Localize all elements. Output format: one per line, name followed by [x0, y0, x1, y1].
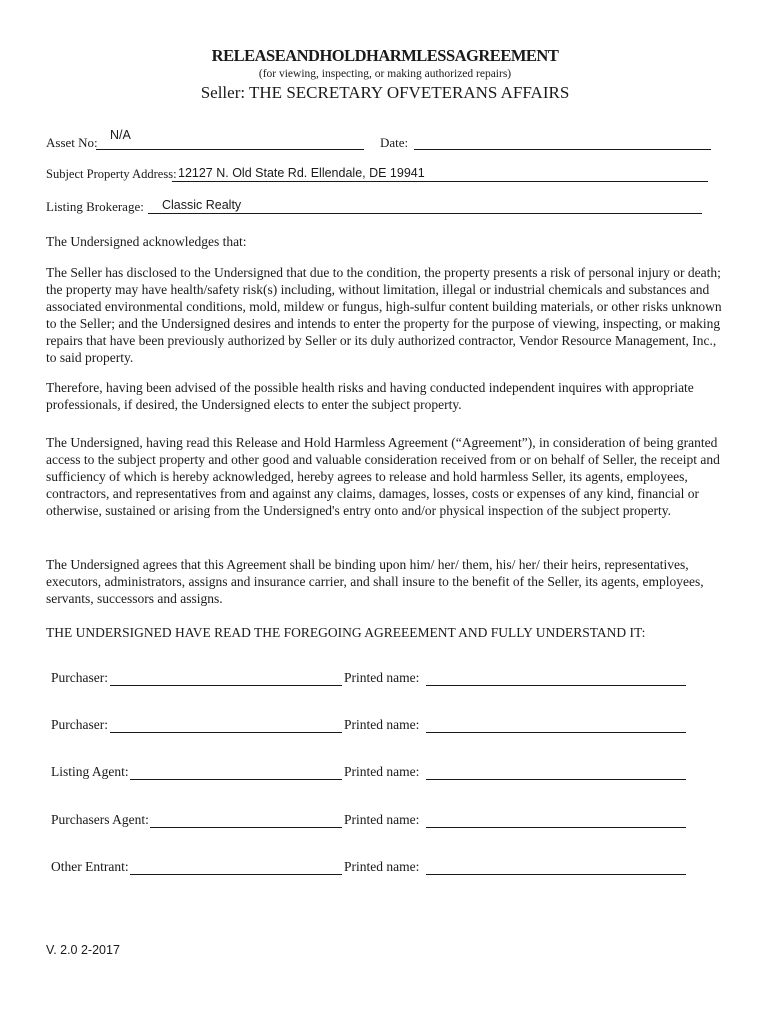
- date-label: Date:: [380, 135, 409, 150]
- seller-line: Seller: THE SECRETARY OFVETERANS AFFAIRS: [200, 83, 570, 102]
- listing-agent-signature-line[interactable]: [130, 779, 342, 780]
- brokerage-field[interactable]: Classic Realty: [162, 198, 242, 212]
- address-line: [172, 181, 708, 182]
- health-risks-paragraph: Therefore, having been advised of the possible health risks and having conducted independent inquires with appropriate professionals, if desired, the Undersigned elects to enter the subject property.: [46, 380, 694, 412]
- printed-name-label: Printed name:: [344, 859, 420, 874]
- binding-paragraph: The Undersigned agrees that this Agreement shall be binding upon him/ her/ them, his/ her/ their heirs, representatives, executors, administrators, assigns and insurance carrier, and shall insure to the benefit of the Seller, its agents, employees, servants, successors and assigns.: [46, 557, 704, 606]
- purchasers-agent-label: Purchasers Agent:: [51, 812, 149, 827]
- purchaser-1-label: Purchaser:: [51, 670, 108, 685]
- printed-name-label: Printed name:: [344, 670, 420, 685]
- address-field[interactable]: 12127 N. Old State Rd. Ellendale, DE 19941: [178, 166, 425, 180]
- acknowledges-text: The Undersigned acknowledges that:: [46, 234, 247, 249]
- version-footer: V. 2.0 2-2017: [46, 943, 120, 957]
- release-paragraph: The Undersigned, having read this Release and Hold Harmless Agreement (“Agreement”), in consideration of being granted access to the subject property and other good and valuable consideration received from or on behalf of Seller, the receipt and sufficiency of which is hereby acknowledged, hereby agrees to release and hold harmless Seller, its agents, employees, contractors, and representatives from and against any claims, damages, losses, costs or expenses of any kind, financial or otherwise, sustained or arising from the Undersigned's entry onto and/or physical inspection of the subject property.: [46, 435, 720, 518]
- purchaser-1-signature-line[interactable]: [110, 685, 342, 686]
- purchaser-2-printed-name-line[interactable]: [426, 732, 686, 733]
- printed-name-label: Printed name:: [344, 717, 420, 732]
- purchasers-agent-signature-line[interactable]: [150, 827, 342, 828]
- purchaser-2-label: Purchaser:: [51, 717, 108, 732]
- other-entrant-label: Other Entrant:: [51, 859, 129, 874]
- address-label: Subject Property Address:: [46, 167, 177, 181]
- brokerage-label: Listing Brokerage:: [46, 199, 144, 214]
- listing-agent-printed-name-line[interactable]: [426, 779, 686, 780]
- document-title: RELEASEANDHOLDHARMLESSAGREEMENT: [211, 46, 559, 65]
- other-entrant-printed-name-line[interactable]: [426, 874, 686, 875]
- asset-no-field[interactable]: N/A: [110, 128, 131, 142]
- printed-name-label: Printed name:: [344, 764, 420, 779]
- date-line: [414, 149, 711, 150]
- printed-name-label: Printed name:: [344, 812, 420, 827]
- purchasers-agent-printed-name-line[interactable]: [426, 827, 686, 828]
- acknowledgement-statement: THE UNDERSIGNED HAVE READ THE FOREGOING AGREEEMENT AND FULLY UNDERSTAND IT:: [46, 625, 646, 640]
- listing-agent-label: Listing Agent:: [51, 764, 129, 779]
- asset-no-label: Asset No:: [46, 135, 98, 150]
- other-entrant-signature-line[interactable]: [130, 874, 342, 875]
- disclosure-paragraph: The Seller has disclosed to the Undersigned that due to the condition, the property presents a risk of personal injury or death; the property may have health/safety risk(s) including, without limitation, illegal or industrial chemicals and substances and associated environmental conditions, mold, mildew or fungus, high-sulfur content building materials, or other risks unknown to the Seller; and the Undersigned desires and intends to enter the property for the purpose of viewing, inspecting, or making repairs that have been previously authorized by Seller or its duly authorized contractor, Vendor Resource Management, Inc., to said property.: [46, 265, 722, 365]
- asset-no-line: [96, 149, 364, 150]
- document-subtitle: (for viewing, inspecting, or making authorized repairs): [258, 68, 512, 80]
- purchaser-2-signature-line[interactable]: [110, 732, 342, 733]
- purchaser-1-printed-name-line[interactable]: [426, 685, 686, 686]
- brokerage-line: [148, 213, 702, 214]
